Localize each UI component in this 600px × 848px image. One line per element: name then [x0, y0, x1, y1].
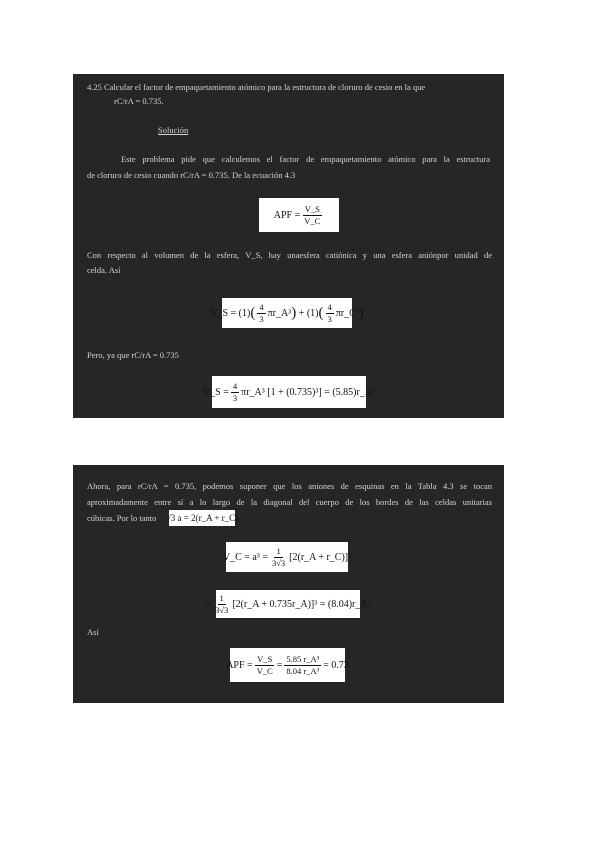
fraction-denominator: 3√3 [272, 557, 286, 568]
paragraph-1-line2: de cloruro de cesio cuando rC/rA = 0.735. De la ecuación 4.3 [87, 170, 296, 180]
eq-body: πr_A³ [1 + (0.735)³] = (5.85)r_A³ [241, 386, 376, 398]
inline-equation-diagonal [165, 510, 239, 526]
paragraph-2-line2: celda. Así [87, 265, 121, 275]
paragraph-4-line2: aproximadamente entre sí a lo largo de la diagonal del cuerpo de los bordes de las celdas unitarias [87, 497, 492, 507]
problem-statement-line2: rC/rA = 0.735. [114, 96, 164, 106]
eq-sign: = [205, 598, 212, 610]
eq-sign: = [230, 307, 237, 319]
fraction [257, 303, 265, 323]
fraction-numerator: 1 [219, 593, 224, 603]
problem-panel-1 [73, 74, 504, 418]
fraction [302, 205, 322, 225]
fraction-denominator: 3 [327, 313, 332, 324]
eq-result: = 0.73 [323, 659, 349, 671]
paragraph-4-line3: cúbicas. Por lo tanto [87, 513, 157, 523]
fraction [270, 547, 287, 567]
paragraph-4-line1: Ahora, para rC/rA = 0.735, podemos suponer que los aniones de esquinas en la Tabla 4.3 se tocan [87, 481, 492, 491]
equation-sphere-volume: V_S = (1) ( $\frac{4}{3}$ πr_A³ ) + (1) ( $\frac{4}{3}$ πr_C³ ) [222, 298, 352, 328]
fraction [213, 594, 230, 614]
fraction-denominator: V_C [256, 665, 273, 676]
equation-sphere-volume-evaluated [202, 376, 376, 408]
equation-apf-result [226, 648, 349, 682]
fraction-denominator: V_C [304, 215, 321, 226]
eq-lhs: V_S [210, 307, 229, 319]
fraction-denominator: 3√3 [215, 604, 229, 615]
fraction [284, 655, 321, 675]
fraction [326, 303, 334, 323]
eq-lhs: APF [273, 209, 293, 221]
term-coefficient: (1) [306, 307, 319, 319]
fraction-numerator: 5.85 r_A³ [286, 654, 320, 664]
eq-body: √3 a = 2(r_A + r_C) [165, 513, 239, 523]
problem-panel-2 [73, 465, 504, 703]
fraction-numerator: 4 [232, 381, 238, 391]
eq-body: [2(r_A + 0.735r_A)]³ = (8.04)r_A³ [232, 598, 371, 610]
solution-heading: Solución [158, 125, 189, 135]
eq-sign: = [294, 209, 301, 221]
eq-rhs: = a³ = [244, 551, 268, 563]
plus-sign: + [298, 307, 305, 319]
equation-cell-volume-evaluated [205, 590, 371, 618]
fraction [231, 382, 239, 402]
eq-sign: = [247, 659, 253, 671]
eq-lhs: V_C [222, 551, 242, 563]
problem-statement-line1: 4.25 Calcular el factor de empaquetamiento atómico para la estructura de cloruro de cesio en la que [87, 82, 426, 92]
fraction [255, 655, 275, 675]
fraction-denominator: 8.04 r_A³ [286, 665, 320, 676]
fraction-numerator: 1 [276, 546, 281, 556]
eq-body: [2(r_A + r_C)]³ [289, 551, 352, 563]
eq-sign: = [276, 659, 283, 671]
term-tail: πr_A³ [267, 307, 292, 319]
equation-cell-volume [222, 542, 352, 572]
term-coefficient: (1) [238, 307, 251, 319]
eq-lhs: V_S [202, 386, 221, 398]
fraction-numerator: V_S [257, 654, 273, 664]
fraction-denominator: 3 [259, 313, 264, 324]
paragraph-1-line1: Este problema pide que calculemos el factor de empaquetamiento atómico para la estructura [121, 154, 490, 164]
fraction-denominator: 3 [232, 392, 238, 403]
term-tail: πr_C³ [335, 307, 359, 319]
fraction-numerator: V_S [304, 204, 320, 214]
fraction-numerator: 4 [259, 302, 264, 312]
paragraph-2-line1: Con respecto al volumen de la esfera, V_S, hay unaesfera catiónica y una esfera aniónpor unidad de [87, 250, 492, 260]
eq-sign: = [223, 386, 229, 398]
fraction-numerator: 4 [327, 302, 332, 312]
equation-apf-ratio [259, 198, 339, 232]
paragraph-3: Pero, ya que rC/rA = 0.735 [87, 350, 179, 360]
asi-label: Así [87, 627, 99, 637]
eq-lhs: APF [226, 659, 245, 671]
